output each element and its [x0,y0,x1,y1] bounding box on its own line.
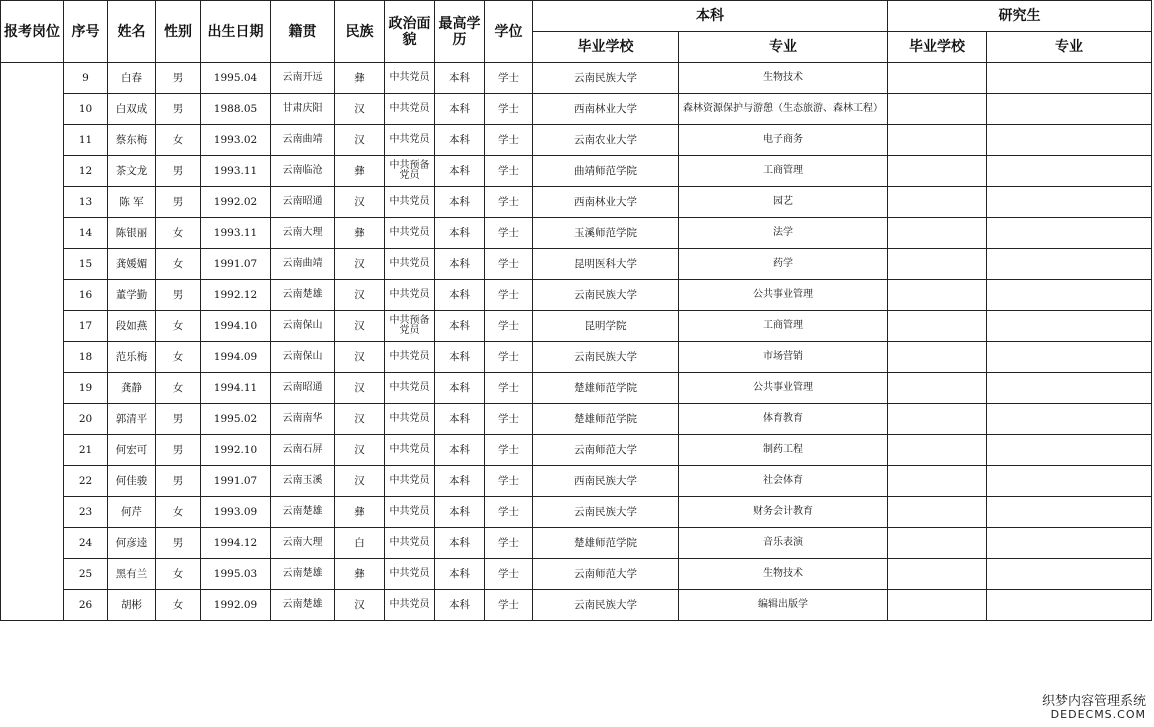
cell-political: 中共党员 [385,63,435,94]
cell-name: 董学勤 [108,280,156,311]
cell-native: 云南开远 [271,63,335,94]
cell-native: 云南玉溪 [271,466,335,497]
cell-grad-school [888,435,987,466]
cell-seq: 19 [64,373,108,404]
header-grad-major: 专业 [987,32,1152,63]
cell-ethnic: 汉 [335,280,385,311]
cell-grad-school [888,404,987,435]
cell-degree: 学士 [485,94,533,125]
cell-major: 体育教育 [679,404,888,435]
cell-degree: 学士 [485,590,533,621]
cell-native: 云南大理 [271,218,335,249]
cell-grad-school [888,528,987,559]
cell-name: 范乐梅 [108,342,156,373]
table-row [1,373,1152,404]
cell-grad-school [888,373,987,404]
cell-school: 云南民族大学 [533,590,679,621]
cell-name: 何佳骏 [108,466,156,497]
cell-political: 中共预备党员 [385,156,435,187]
cell-ethnic: 汉 [335,249,385,280]
cell-seq: 23 [64,497,108,528]
cell-political: 中共党员 [385,342,435,373]
cell-political: 中共党员 [385,218,435,249]
cell-birth: 1994.11 [201,373,271,404]
cell-ethnic: 汉 [335,466,385,497]
table-row [1,218,1152,249]
cell-grad-major [987,559,1152,590]
watermark-line1: 织梦内容管理系统 [1041,694,1146,709]
cell-school: 云南师范大学 [533,435,679,466]
cell-grad-major [987,342,1152,373]
table-row [1,404,1152,435]
cell-education: 本科 [435,156,485,187]
cell-ethnic: 彝 [335,63,385,94]
cell-gender: 男 [156,94,201,125]
header-school: 毕业学校 [533,32,679,63]
cell-school: 云南民族大学 [533,342,679,373]
cell-political: 中共党员 [385,497,435,528]
cell-gender: 女 [156,218,201,249]
cell-grad-school [888,342,987,373]
cell-name: 何芹 [108,497,156,528]
cell-political: 中共党员 [385,466,435,497]
cell-major: 园艺 [679,187,888,218]
cell-grad-school [888,156,987,187]
header-post: 报考岗位 [1,1,64,63]
cell-education: 本科 [435,590,485,621]
table-row [1,187,1152,218]
cell-birth: 1991.07 [201,249,271,280]
cell-grad-school [888,249,987,280]
cell-gender: 女 [156,590,201,621]
table-row [1,63,1152,94]
cell-seq: 9 [64,63,108,94]
cell-major: 财务会计教育 [679,497,888,528]
cell-name: 郭清平 [108,404,156,435]
cell-school: 昆明医科大学 [533,249,679,280]
cell-seq: 17 [64,311,108,342]
header-graduate: 研究生 [888,1,1152,32]
cell-ethnic: 汉 [335,187,385,218]
cell-grad-school [888,311,987,342]
header-undergrad: 本科 [533,1,888,32]
header-native: 籍贯 [271,1,335,63]
cell-birth: 1995.03 [201,559,271,590]
cell-grad-major [987,63,1152,94]
cell-school: 西南民族大学 [533,466,679,497]
cell-education: 本科 [435,280,485,311]
cell-ethnic: 汉 [335,373,385,404]
cell-seq: 13 [64,187,108,218]
cell-grad-school [888,94,987,125]
cell-seq: 10 [64,94,108,125]
cell-birth: 1992.10 [201,435,271,466]
header-birth: 出生日期 [201,1,271,63]
cell-grad-major [987,373,1152,404]
cell-grad-major [987,435,1152,466]
cell-birth: 1994.09 [201,342,271,373]
cell-gender: 女 [156,559,201,590]
cell-native: 云南曲靖 [271,249,335,280]
cell-gender: 男 [156,528,201,559]
cell-ethnic: 汉 [335,311,385,342]
cell-gender: 女 [156,311,201,342]
cell-gender: 女 [156,125,201,156]
cell-name: 黑有兰 [108,559,156,590]
cell-gender: 女 [156,373,201,404]
cell-birth: 1992.09 [201,590,271,621]
cell-birth: 1995.04 [201,63,271,94]
table-row [1,94,1152,125]
cell-grad-school [888,559,987,590]
table-row [1,466,1152,497]
cell-name: 茶文龙 [108,156,156,187]
cell-school: 玉溪师范学院 [533,218,679,249]
cell-gender: 女 [156,497,201,528]
cell-grad-major [987,404,1152,435]
cell-major: 音乐表演 [679,528,888,559]
cell-native: 云南保山 [271,311,335,342]
cell-education: 本科 [435,435,485,466]
cell-seq: 14 [64,218,108,249]
table-row [1,311,1152,342]
cell-education: 本科 [435,125,485,156]
cell-name: 龚媛媚 [108,249,156,280]
cell-major: 编辑出版学 [679,590,888,621]
cell-gender: 男 [156,187,201,218]
cell-grad-school [888,590,987,621]
cell-grad-school [888,218,987,249]
cell-major: 生物技术 [679,63,888,94]
cell-school: 云南农业大学 [533,125,679,156]
cell-native: 云南昭通 [271,373,335,404]
cell-name: 白双成 [108,94,156,125]
cell-major: 工商管理 [679,156,888,187]
watermark-line2: DEDECMS.COM [1050,708,1146,721]
cell-grad-major [987,466,1152,497]
cell-political: 中共党员 [385,94,435,125]
cell-education: 本科 [435,187,485,218]
cell-name: 龚静 [108,373,156,404]
cell-grad-school [888,497,987,528]
cell-grad-school [888,187,987,218]
cell-gender: 男 [156,466,201,497]
cell-degree: 学士 [485,249,533,280]
cell-gender: 女 [156,342,201,373]
cell-birth: 1991.07 [201,466,271,497]
cell-seq: 20 [64,404,108,435]
table-row [1,528,1152,559]
header-seq: 序号 [64,1,108,63]
header-name: 姓名 [108,1,156,63]
cell-ethnic: 彝 [335,218,385,249]
cell-degree: 学士 [485,280,533,311]
cell-degree: 学士 [485,187,533,218]
cell-education: 本科 [435,249,485,280]
cell-grad-school [888,63,987,94]
cell-grad-school [888,125,987,156]
cell-political: 中共预备党员 [385,311,435,342]
cell-ethnic: 汉 [335,435,385,466]
cell-name: 胡彬 [108,590,156,621]
cell-major: 药学 [679,249,888,280]
cell-grad-major [987,218,1152,249]
cell-native: 云南楚雄 [271,559,335,590]
cell-name: 白春 [108,63,156,94]
cell-degree: 学士 [485,404,533,435]
cell-education: 本科 [435,311,485,342]
cell-ethnic: 汉 [335,125,385,156]
cell-name: 段如燕 [108,311,156,342]
cell-native: 云南大理 [271,528,335,559]
cell-education: 本科 [435,94,485,125]
cell-degree: 学士 [485,218,533,249]
cell-degree: 学士 [485,311,533,342]
table-row [1,280,1152,311]
header-education: 最高学历 [435,1,485,63]
cell-school: 云南师范大学 [533,559,679,590]
cell-school: 云南民族大学 [533,63,679,94]
header-major: 专业 [679,32,888,63]
cell-degree: 学士 [485,156,533,187]
cell-seq: 15 [64,249,108,280]
cell-ethnic: 汉 [335,94,385,125]
cell-political: 中共党员 [385,528,435,559]
cell-native: 云南保山 [271,342,335,373]
cell-degree: 学士 [485,125,533,156]
cell-school: 西南林业大学 [533,187,679,218]
cell-grad-major [987,528,1152,559]
cell-education: 本科 [435,528,485,559]
cell-seq: 25 [64,559,108,590]
header-degree: 学位 [485,1,533,63]
cell-degree: 学士 [485,63,533,94]
cell-grad-major [987,497,1152,528]
cell-native: 云南临沧 [271,156,335,187]
cell-ethnic: 汉 [335,590,385,621]
cell-native: 云南楚雄 [271,590,335,621]
cell-birth: 1995.02 [201,404,271,435]
table-row [1,497,1152,528]
cell-major: 生物技术 [679,559,888,590]
cell-birth: 1994.12 [201,528,271,559]
cell-grad-major [987,125,1152,156]
cell-native: 云南昭通 [271,187,335,218]
cell-birth: 1993.11 [201,156,271,187]
table-row [1,249,1152,280]
cell-school: 楚雄师范学院 [533,373,679,404]
cell-gender: 男 [156,63,201,94]
cell-grad-major [987,156,1152,187]
table-row [1,342,1152,373]
cell-gender: 女 [156,249,201,280]
header-grad-school: 毕业学校 [888,32,987,63]
cell-grad-school [888,280,987,311]
cell-political: 中共党员 [385,373,435,404]
cell-education: 本科 [435,342,485,373]
cell-political: 中共党员 [385,559,435,590]
cell-major: 社会体育 [679,466,888,497]
table-row [1,590,1152,621]
cell-major: 市场营销 [679,342,888,373]
cell-degree: 学士 [485,559,533,590]
cell-grad-major [987,590,1152,621]
cell-seq: 24 [64,528,108,559]
cell-seq: 12 [64,156,108,187]
cell-name: 何彦逵 [108,528,156,559]
cell-degree: 学士 [485,373,533,404]
cell-education: 本科 [435,218,485,249]
cell-political: 中共党员 [385,125,435,156]
cell-native: 云南南华 [271,404,335,435]
cell-education: 本科 [435,497,485,528]
cell-political: 中共党员 [385,249,435,280]
cell-school: 楚雄师范学院 [533,404,679,435]
cell-ethnic: 彝 [335,497,385,528]
cell-native: 云南楚雄 [271,497,335,528]
cell-school: 云南民族大学 [533,280,679,311]
cell-birth: 1992.02 [201,187,271,218]
cell-name: 何宏可 [108,435,156,466]
cell-seq: 26 [64,590,108,621]
cell-education: 本科 [435,466,485,497]
cell-seq: 11 [64,125,108,156]
cell-political: 中共党员 [385,590,435,621]
cell-major: 法学 [679,218,888,249]
cell-degree: 学士 [485,497,533,528]
cell-education: 本科 [435,373,485,404]
cell-birth: 1992.12 [201,280,271,311]
table-row [1,559,1152,590]
cell-school: 西南林业大学 [533,94,679,125]
cell-grad-major [987,94,1152,125]
cell-ethnic: 白 [335,528,385,559]
cell-political: 中共党员 [385,280,435,311]
cell-name: 蔡东梅 [108,125,156,156]
cell-education: 本科 [435,63,485,94]
table-row [1,156,1152,187]
cell-seq: 18 [64,342,108,373]
watermark [1042,694,1146,721]
cell-birth: 1988.05 [201,94,271,125]
cell-school: 楚雄师范学院 [533,528,679,559]
cell-major: 公共事业管理 [679,373,888,404]
cell-major: 电子商务 [679,125,888,156]
table-body [1,63,1152,621]
cell-school: 昆明学院 [533,311,679,342]
cell-birth: 1993.11 [201,218,271,249]
cell-political: 中共党员 [385,435,435,466]
cell-native: 云南楚雄 [271,280,335,311]
header-ethnic: 民族 [335,1,385,63]
cell-grad-major [987,280,1152,311]
cell-major: 森林资源保护与游憩（生态旅游、森林工程） [679,94,888,125]
cell-education: 本科 [435,559,485,590]
cell-major: 工商管理 [679,311,888,342]
cell-seq: 21 [64,435,108,466]
cell-ethnic: 汉 [335,404,385,435]
cell-gender: 男 [156,156,201,187]
cell-name: 陈银丽 [108,218,156,249]
cell-education: 本科 [435,404,485,435]
table-row [1,435,1152,466]
cell-grad-school [888,466,987,497]
cell-birth: 1993.02 [201,125,271,156]
cell-gender: 男 [156,404,201,435]
cell-degree: 学士 [485,466,533,497]
cell-grad-major [987,187,1152,218]
cell-name: 陈 军 [108,187,156,218]
cell-major: 制药工程 [679,435,888,466]
cell-degree: 学士 [485,528,533,559]
cell-gender: 男 [156,280,201,311]
cell-birth: 1994.10 [201,311,271,342]
cell-grad-major [987,311,1152,342]
cell-birth: 1993.09 [201,497,271,528]
cell-ethnic: 汉 [335,342,385,373]
cell-school: 云南民族大学 [533,497,679,528]
cell-political: 中共党员 [385,404,435,435]
cell-political: 中共党员 [385,187,435,218]
cell-native: 甘肃庆阳 [271,94,335,125]
cell-native: 云南曲靖 [271,125,335,156]
cell-major: 公共事业管理 [679,280,888,311]
cell-native: 云南石屏 [271,435,335,466]
cell-school: 曲靖师范学院 [533,156,679,187]
cell-degree: 学士 [485,435,533,466]
header-gender: 性别 [156,1,201,63]
cell-degree: 学士 [485,342,533,373]
cell-seq: 22 [64,466,108,497]
table-row [1,125,1152,156]
cell-seq: 16 [64,280,108,311]
post-cell [1,63,64,621]
cell-gender: 男 [156,435,201,466]
cell-ethnic: 彝 [335,156,385,187]
header-political: 政治面貌 [385,1,435,63]
cell-grad-major [987,249,1152,280]
cell-ethnic: 彝 [335,559,385,590]
